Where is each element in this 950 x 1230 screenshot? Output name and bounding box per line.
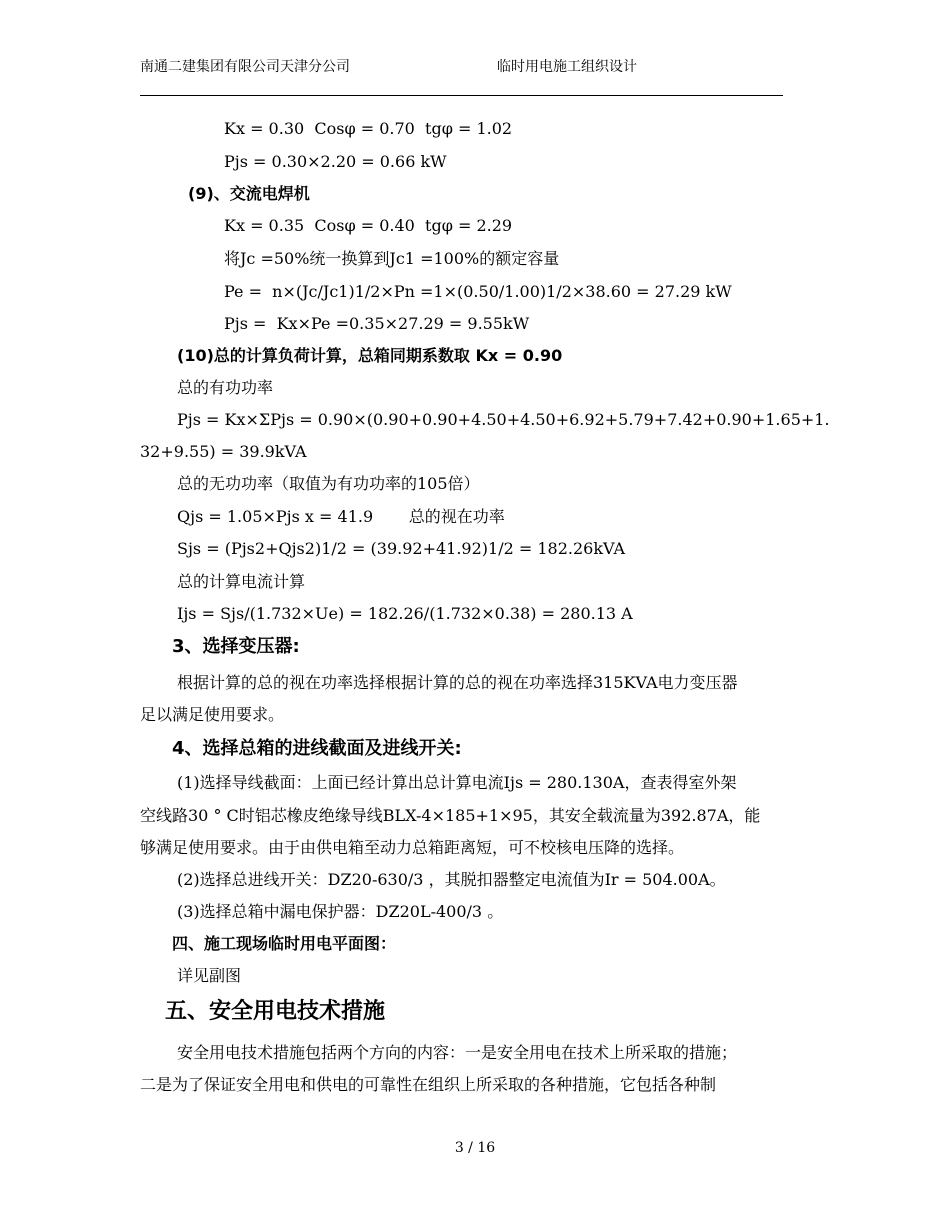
section-four-heading: 四、施工现场临时用电平面图：: [172, 934, 397, 953]
reactive-power-label: 总的无功功率（取值为有功功率的105倍）: [177, 474, 480, 493]
kx-line-8: Kx = 0.30 Cosφ = 0.70 tgφ = 1.02: [224, 119, 513, 138]
pe-formula: Pe = n×(Jc/Jc1)1/2×Pn =1×(0.50/1.00)1/2×38.60 = 27.29 kW: [224, 282, 732, 301]
active-power-label: 总的有功功率: [177, 378, 274, 397]
cable-para-3: 够满足使用要求。由于由供电箱至动力总箱距离短，可不校核电压降的选择。: [140, 838, 685, 857]
page-number: 3 / 16: [454, 1140, 496, 1156]
header-rule: [140, 95, 783, 96]
ijs-line: Ijs = Sjs/(1.732×Ue) = 182.26/(1.732×0.38) = 280.13 A: [177, 604, 633, 623]
section-3-heading: 3、选择变压器:: [172, 636, 300, 657]
section-4-heading: 4、选择总箱的进线截面及进线开关:: [172, 738, 462, 759]
see-attached-line: 详见副图: [177, 966, 242, 985]
safety-para-1: 安全用电技术措施包括两个方向的内容：一是安全用电在技术上所采取的措施；: [177, 1043, 738, 1062]
main-switch-line: (2)选择总进线开关：DZ20-630/3 ，其脱扣器整定电流值为Ir = 504.00A。: [177, 870, 726, 889]
pjs-line-9: Pjs = Kx×Pe =0.35×27.29 = 9.55kW: [224, 314, 530, 333]
section-five-heading: 五、安全用电技术措施: [165, 999, 386, 1024]
transformer-para-1: 根据计算的总的视在功率选择根据计算的总的视在功率选择315KVA电力变压器: [177, 673, 738, 692]
cable-para-2: 空线路30 ° C时铝芯橡皮绝缘导线BLX-4×185+1×95，其安全载流量为392.87A，能: [140, 806, 761, 825]
leakage-protector-line: (3)选择总箱中漏电保护器：DZ20L-400/3 。: [177, 902, 504, 921]
total-pjs-formula-cont: 32+9.55) = 39.9kVA: [140, 442, 307, 461]
conversion-line: 将Jc =50%统一换算到Jc1 =100%的额定容量: [224, 249, 560, 268]
safety-para-2: 二是为了保证安全用电和供电的可靠性在组织上所采取的各种措施，它包括各种制: [140, 1075, 717, 1094]
header-company: 南通二建集团有限公司天津分公司: [140, 59, 350, 75]
current-calc-label: 总的计算电流计算: [177, 572, 306, 591]
header-title: 临时用电施工组织设计: [497, 59, 637, 75]
pjs-line-8: Pjs = 0.30×2.20 = 0.66 kW: [224, 152, 447, 171]
qjs-line: Qjs = 1.05×Pjs x = 41.9 总的视在功率: [177, 507, 505, 526]
section-heading-10: (10)总的计算负荷计算，总箱同期系数取 Kx = 0.90: [177, 346, 563, 365]
section-heading-9: (9)、交流电焊机: [188, 184, 310, 203]
total-pjs-formula: Pjs = Kx×ΣPjs = 0.90×(0.90+0.90+4.50+4.50+6.92+5.79+7.42+0.90+1.65+1.: [177, 410, 830, 429]
kx-line-9: Kx = 0.35 Cosφ = 0.40 tgφ = 2.29: [224, 216, 513, 235]
transformer-para-2: 足以满足使用要求。: [140, 705, 285, 724]
sjs-line: Sjs = (Pjs2+Qjs2)1/2 = (39.92+41.92)1/2 = 182.26kVA: [177, 539, 626, 558]
cable-para-1: (1)选择导线截面：上面已经计算出总计算电流Ijs = 280.130A，查表得室外架: [177, 773, 737, 792]
